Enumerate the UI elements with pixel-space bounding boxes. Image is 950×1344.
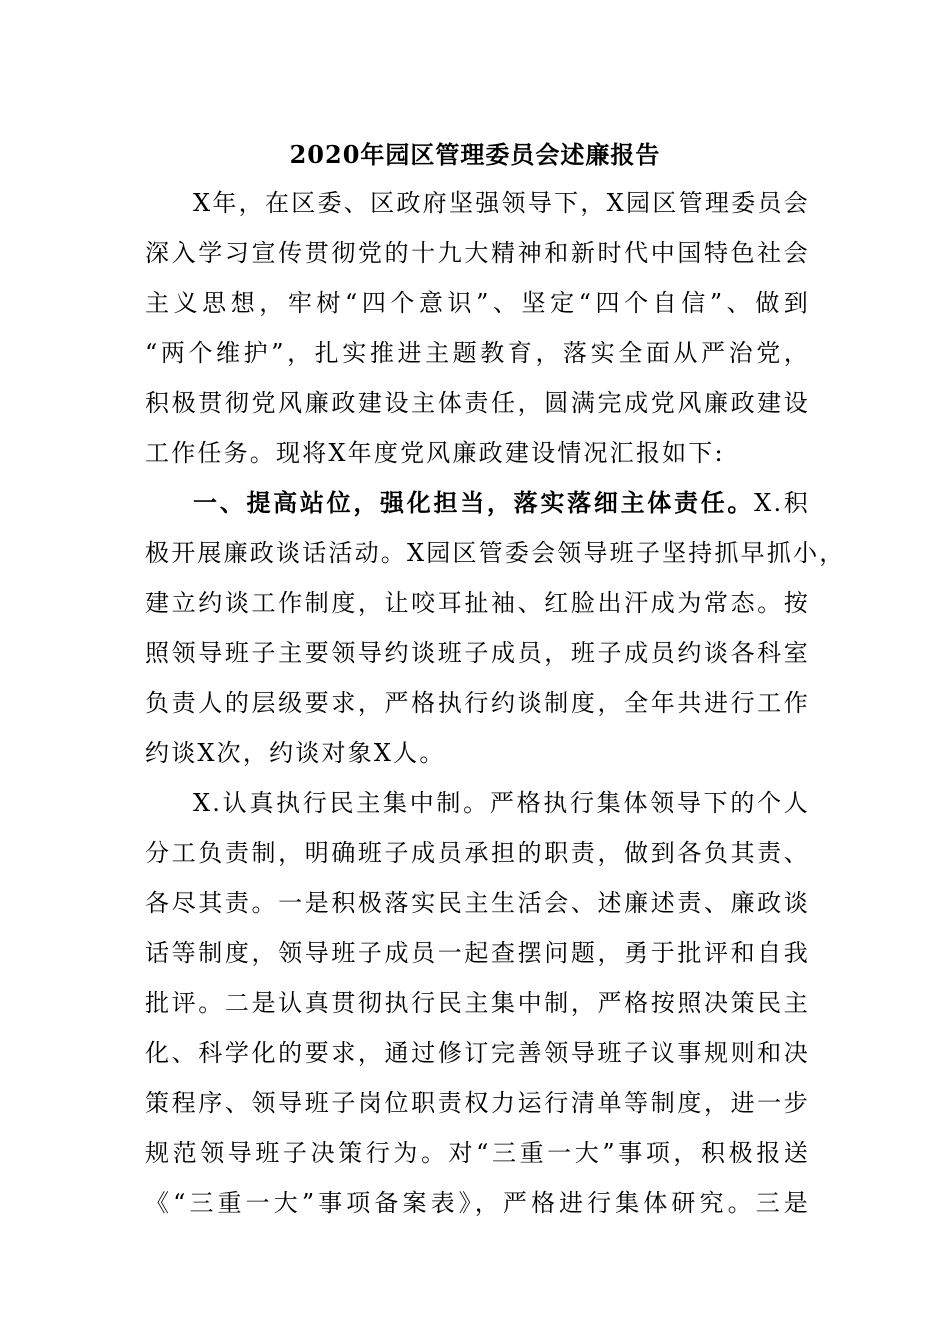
paragraph-2-line: 负责人的层级要求，严格执行约谈制度，全年共进行工作 — [145, 689, 810, 717]
paragraph-3-line: 分工负责制，明确班子成员承担的职责，做到各负其责、 — [145, 839, 810, 867]
paragraph-1-line: 深入学习宣传贯彻党的十九大精神和新时代中国特色社会 — [145, 239, 810, 267]
paragraph-2-first-tail: X.积 — [754, 489, 810, 517]
document-title: 2020年园区管理委员会述廉报告 — [289, 140, 661, 169]
paragraph-2-line: 建立约谈工作制度，让咬耳扯袖、红脸出汗成为常态。按 — [145, 589, 810, 617]
paragraph-2-line: 约谈X次，约谈对象X人。 — [145, 739, 446, 767]
paragraph-3-line: 化、科学化的要求，通过修订完善领导班子议事规则和决 — [145, 1039, 810, 1067]
paragraph-1-line: 主义思想，牢树“四个意识”、坚定“四个自信”、做到 — [145, 289, 810, 317]
paragraph-1-line: “两个维护”，扎实推进主题教育，落实全面从严治党， — [145, 339, 810, 367]
paragraph-2-line: 极开展廉政谈话活动。X园区管委会领导班子坚持抓早抓小， — [145, 539, 846, 567]
paragraph-1-line: 工作任务。现将X年度党风廉政建设情况汇报如下: — [145, 439, 725, 467]
paragraph-3-line: X.认真执行民主集中制。严格执行集体领导下的个人 — [193, 789, 810, 817]
paragraph-2-first-line — [193, 488, 810, 518]
paragraph-1-line: 积极贯彻党风廉政建设主体责任，圆满完成党风廉政建设 — [145, 389, 810, 417]
paragraph-3-line: 各尽其责。一是积极落实民主生活会、述廉述责、廉政谈 — [145, 889, 810, 917]
paragraph-3-line: 规范领导班子决策行为。对“三重一大”事项，积极报送 — [145, 1139, 810, 1167]
paragraph-3-line: 策程序、领导班子岗位职责权力运行清单等制度，进一步 — [145, 1089, 810, 1117]
paragraph-3-line: 批评。二是认真贯彻执行民主集中制，严格按照决策民主 — [145, 989, 810, 1017]
paragraph-3-line: 话等制度，领导班子成员一起查摆问题，勇于批评和自我 — [145, 939, 810, 967]
paragraph-2-line: 照领导班子主要领导约谈班子成员，班子成员约谈各科室 — [145, 639, 810, 667]
section-heading: 一、提高站位，强化担当，落实落细主体责任。 — [193, 488, 755, 517]
paragraph-1-line: X年，在区委、区政府坚强领导下，X园区管理委员会 — [193, 189, 810, 217]
paragraph-3-line: 《“三重一大”事项备案表》，严格进行集体研究。三是 — [145, 1189, 810, 1217]
